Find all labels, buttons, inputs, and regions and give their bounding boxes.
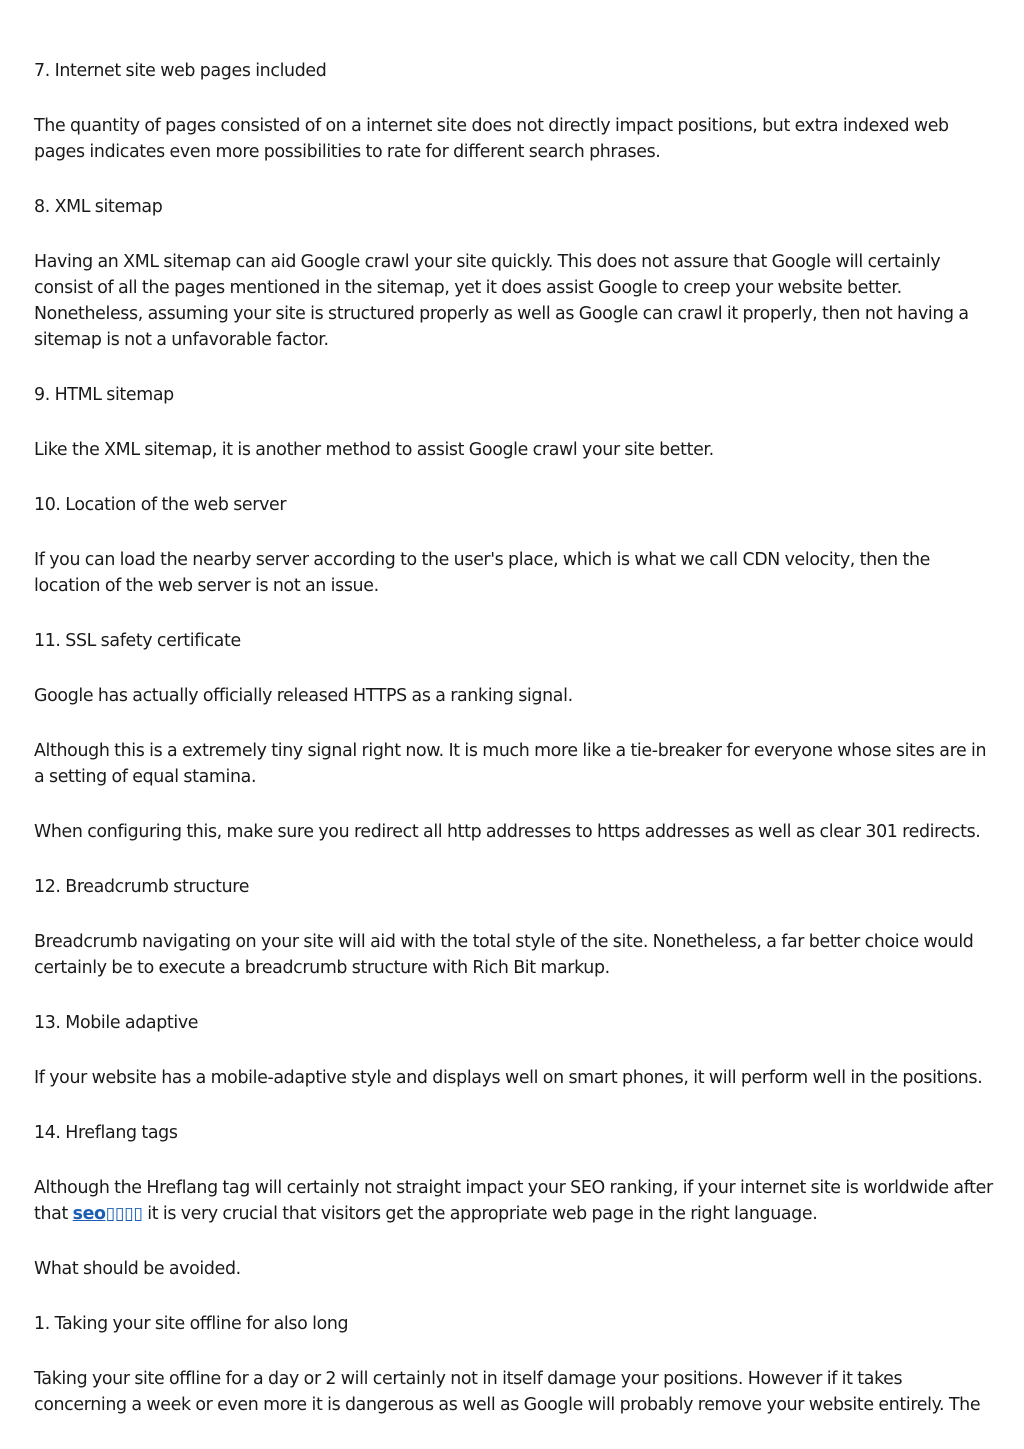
hreflang-text-after: it is very crucial that visitors get the appropriate web page in the right language.: [142, 1204, 818, 1224]
heading-breadcrumb: 12. Breadcrumb structure: [34, 877, 250, 897]
heading-hreflang: 14. Hreflang tags: [34, 1123, 178, 1143]
paragraph-server-location: If you can load the nearby server according to the user's place, which is what we call CDN velocity, then the location of the web server is not an issue.: [34, 550, 930, 596]
paragraph-mobile-adaptive: If your website has a mobile-adaptive style and displays well on smart phones, it will perform well in the positions.: [34, 1068, 983, 1088]
heading-server-location: 10. Location of the web server: [34, 495, 287, 515]
hreflang-text-before: Although the Hreflang tag will certainly not straight impact your SEO ranking, if your internet site is worldwide after that: [34, 1178, 993, 1224]
paragraph-breadcrumb: Breadcrumb navigating on your site will aid with the total style of the site. Nonetheless, a far better choice would certainly be to execute a breadcrumb structure with Rich Bit markup.: [34, 932, 974, 978]
heading-html-sitemap: 9. HTML sitemap: [34, 385, 174, 405]
document-page: [34, 58, 994, 1418]
paragraph-redirects: When configuring this, make sure you redirect all http addresses to https addresses as well as clear 301 redirects.: [34, 822, 981, 842]
heading-offline-too-long: 1. Taking your site offline for also long: [34, 1314, 349, 1334]
paragraph-xml-sitemap: Having an XML sitemap can aid Google crawl your site quickly. This does not assure that Google will certainly consist of all the pages mentioned in the sitemap, yet it does assist Google to creep your website better. Nonetheless, assuming your site is structured properly as well as Google can crawl it properly, then not having a sitemap is not a unfavorable factor.: [34, 252, 969, 350]
paragraph-hreflang: [34, 1175, 994, 1227]
heading-what-to-avoid: What should be avoided.: [34, 1259, 241, 1279]
heading-mobile-adaptive: 13. Mobile adaptive: [34, 1013, 199, 1033]
heading-internet-site-pages: 7. Internet site web pages included: [34, 61, 327, 81]
paragraph-offline-too-long: Taking your site offline for a day or 2 will certainly not in itself damage your positions. However if it takes concerning a week or even more it is dangerous as well as Google will probably remove your website entirely. The: [34, 1369, 981, 1415]
paragraph-html-sitemap: Like the XML sitemap, it is another method to assist Google crawl your site better.: [34, 440, 714, 460]
seo-link[interactable]: seo▯▯▯▯: [72, 1204, 143, 1224]
heading-ssl-certificate: 11. SSL safety certificate: [34, 631, 241, 651]
paragraph-pages-included: The quantity of pages consisted of on a internet site does not directly impact positions, but extra indexed web pages indicates even more possibilities to rate for different search phrases.: [34, 116, 949, 162]
paragraph-https-signal: Google has actually officially released HTTPS as a ranking signal.: [34, 686, 573, 706]
heading-xml-sitemap: 8. XML sitemap: [34, 197, 163, 217]
paragraph-tie-breaker: Although this is a extremely tiny signal right now. It is much more like a tie-breaker for everyone whose sites are in a setting of equal stamina.: [34, 741, 987, 787]
